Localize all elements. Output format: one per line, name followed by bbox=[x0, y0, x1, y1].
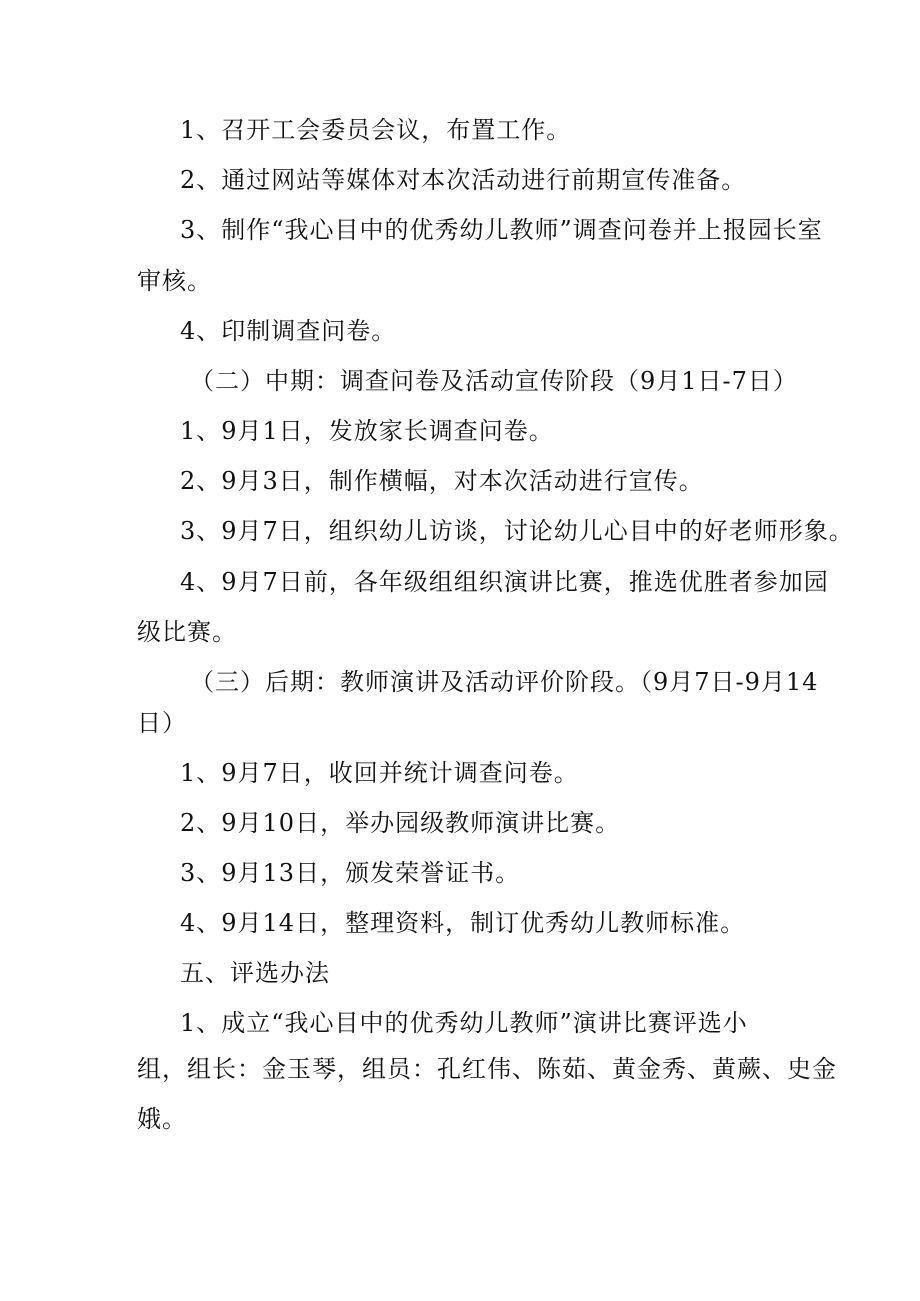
section-heading: 五、评选办法 bbox=[180, 959, 330, 987]
paragraph-line: 3、9月13日，颁发荣誉证书。 bbox=[180, 859, 521, 887]
paragraph-line: 日） bbox=[137, 709, 187, 737]
paragraph-line: 级比赛。 bbox=[137, 618, 237, 646]
paragraph-line: 2、通过网站等媒体对本次活动进行前期宣传准备。 bbox=[180, 166, 747, 194]
paragraph-line: 2、9月3日，制作横幅，对本次活动进行宣传。 bbox=[180, 467, 704, 495]
paragraph-line: 审核。 bbox=[137, 267, 212, 295]
paragraph-line: 娥。 bbox=[137, 1105, 187, 1133]
section-heading: （二）中期：调查问卷及活动宣传阶段（9月1日-7日） bbox=[190, 367, 798, 395]
section-heading: （三）后期：教师演讲及活动评价阶段。（9月7日-9月14 bbox=[190, 668, 819, 696]
paragraph-line: 4、9月7日前，各年级组组织演讲比赛，推选优胜者参加园 bbox=[180, 568, 829, 596]
paragraph-line: 4、9月14日，整理资料，制订优秀幼儿教师标准。 bbox=[180, 909, 746, 937]
paragraph-line: 3、9月7日，组织幼儿访谈，讨论幼儿心目中的好老师形象。 bbox=[180, 517, 854, 545]
paragraph-line: 3、制作“我心目中的优秀幼儿教师”调查问卷并上报园长室 bbox=[180, 216, 823, 244]
paragraph-line: 1、成立“我心目中的优秀幼儿教师”演讲比赛评选小 bbox=[180, 1009, 748, 1037]
paragraph-line: 2、9月10日，举办园级教师演讲比赛。 bbox=[180, 809, 621, 837]
paragraph-line: 1、9月1日，发放家长调查问卷。 bbox=[180, 417, 554, 445]
paragraph-line: 4、印制调查问卷。 bbox=[180, 317, 397, 345]
paragraph-line: 1、9月7日，收回并统计调查问卷。 bbox=[180, 759, 579, 787]
paragraph-line: 组，组长：金玉琴，组员：孔红伟、陈茹、黄金秀、黄蕨、史金 bbox=[137, 1055, 837, 1083]
paragraph-line: 1、召开工会委员会议，布置工作。 bbox=[180, 116, 572, 144]
